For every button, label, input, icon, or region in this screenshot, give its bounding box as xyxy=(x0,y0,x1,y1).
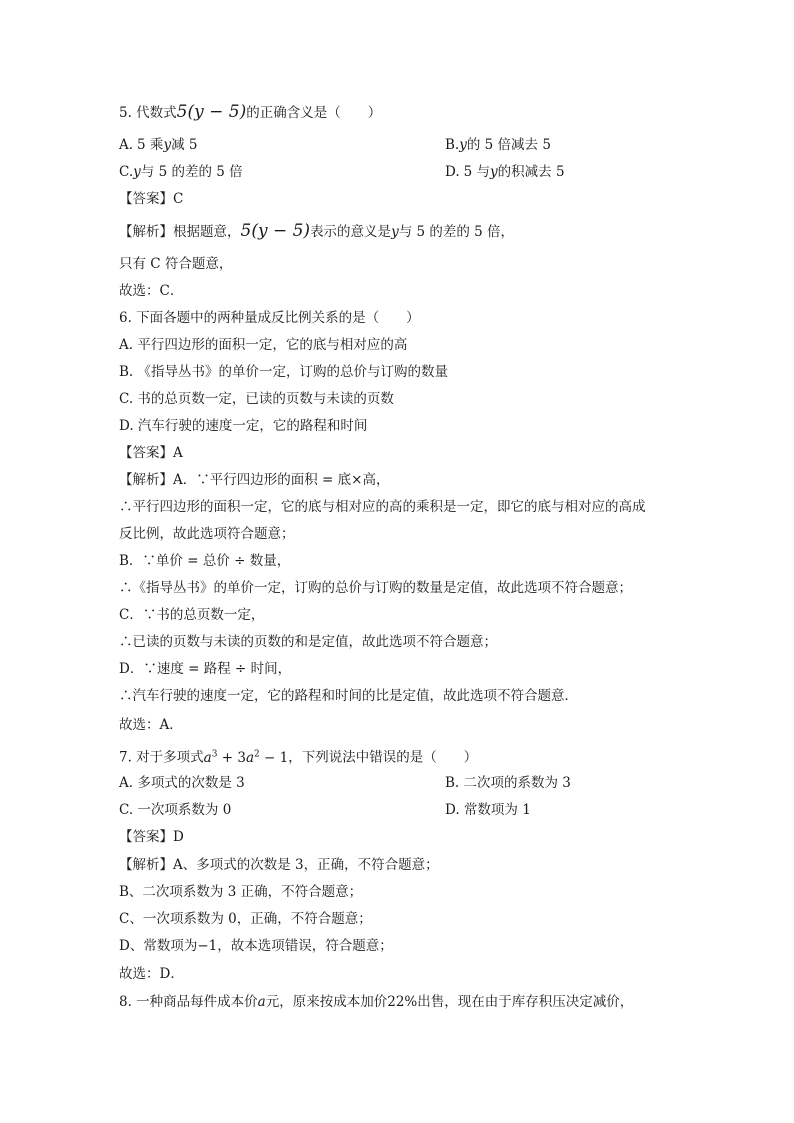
q5-stem xyxy=(119,103,381,122)
q5-option-b: B.y的 5 倍减去 5 xyxy=(445,137,551,153)
q5-option-a: A. 5 乘y减 5 xyxy=(119,137,198,153)
q5-answer: 【答案】C xyxy=(119,191,184,207)
q7-analysis-line: 【解析】A、多项式的次数是 3，正确，不符合题意； xyxy=(119,857,439,873)
q6-analysis-line: B．∵单价 = 总价 ÷ 数量， xyxy=(119,553,291,569)
q7-option-c: C. 一次项系数为 0 xyxy=(119,802,232,818)
q5-expression: 5(y − 5) xyxy=(176,102,247,122)
q7-option-b: B. 二次项的系数为 3 xyxy=(445,775,571,791)
q8-stem: 8. 一种商品每件成本价a元，原来按成本加价22%出售，现在由于库存积压决定减价， xyxy=(119,994,634,1010)
q6-analysis-line: ∴平行四边形的面积一定，它的底与相对应的高的乘积是一定，即它的底与相对应的高成 xyxy=(119,499,646,515)
q7-answer: 【答案】D xyxy=(119,829,184,845)
q6-option-d: D. 汽车行驶的速度一定，它的路程和时间 xyxy=(119,418,368,434)
q6-option-c: C. 书的总页数一定，已读的页数与未读的页数 xyxy=(119,391,394,407)
q5-stem-end: 的正确含义是（ ） xyxy=(246,105,382,121)
q6-conclusion: 故选：A． xyxy=(119,717,183,733)
q6-analysis-line: ∴《指导丛书》的单价一定，订购的总价与订购的数量是定值，故此选项不符合题意； xyxy=(119,580,632,596)
q6-stem: 6. 下面各题中的两种量成反比例关系的是（ ） xyxy=(119,310,420,326)
q6-analysis-line: 【解析】A．∵平行四边形的面积 = 底×高， xyxy=(119,472,390,488)
q5-analysis-expression: 5(y − 5) xyxy=(240,221,311,241)
q6-analysis-line: ∴已读的页数与未读的页数的和是定值，故此选项不符合题意； xyxy=(119,634,497,650)
q5-stem-text: 5. 代数式 xyxy=(119,105,177,121)
q6-analysis-line: C．∵书的总页数一定， xyxy=(119,607,265,623)
q7-analysis-line: C、一次项系数为 0，正确，不符合题意； xyxy=(119,911,372,927)
q7-analysis-line-d: D、常数项为−1，故本选项错误，符合题意； xyxy=(119,938,393,954)
q6-option-b: B. 《指导丛书》的单价一定，订购的总价与订购的数量 xyxy=(119,364,449,380)
q6-answer: 【答案】A xyxy=(119,445,183,461)
q6-option-a: A. 平行四边形的面积一定，它的底与相对应的高 xyxy=(119,337,408,353)
q5-option-d: D. 5 与y的积减去 5 xyxy=(445,164,565,180)
q7-stem: 7. 对于多项式$a^3 + 3a^2 - 1$，下列说法中错误的是（ ） xyxy=(119,749,478,766)
q7-option-d: D. 常数项为 1 xyxy=(445,802,531,818)
q5-analysis: 【解析】根据题意，5(y − 5)表示的意义是y与 5 的差的 5 倍， xyxy=(119,221,515,241)
q5-conclusion: 故选：C． xyxy=(119,283,184,299)
q6-analysis-line: D．∵速度 = 路程 ÷ 时间， xyxy=(119,661,292,677)
q5-option-c: C.y与 5 的差的 5 倍 xyxy=(119,164,243,180)
q6-analysis-line: 反比例，故此选项符合题意； xyxy=(119,526,295,542)
q7-option-a: A. 多项式的次数是 3 xyxy=(119,775,245,791)
q7-analysis-line: B、二次项系数为 3 正确，不符合题意； xyxy=(119,884,363,900)
q7-polynomial: $a^3 + 3a^2 - 1$ xyxy=(203,749,289,766)
q5-analysis-line2: 只有 C 符合题意， xyxy=(119,256,233,272)
q7-conclusion: 故选：D． xyxy=(119,966,184,982)
q6-analysis-line: ∴汽车行驶的速度一定，它的路程和时间的比是定值，故此选项不符合题意． xyxy=(119,688,578,704)
